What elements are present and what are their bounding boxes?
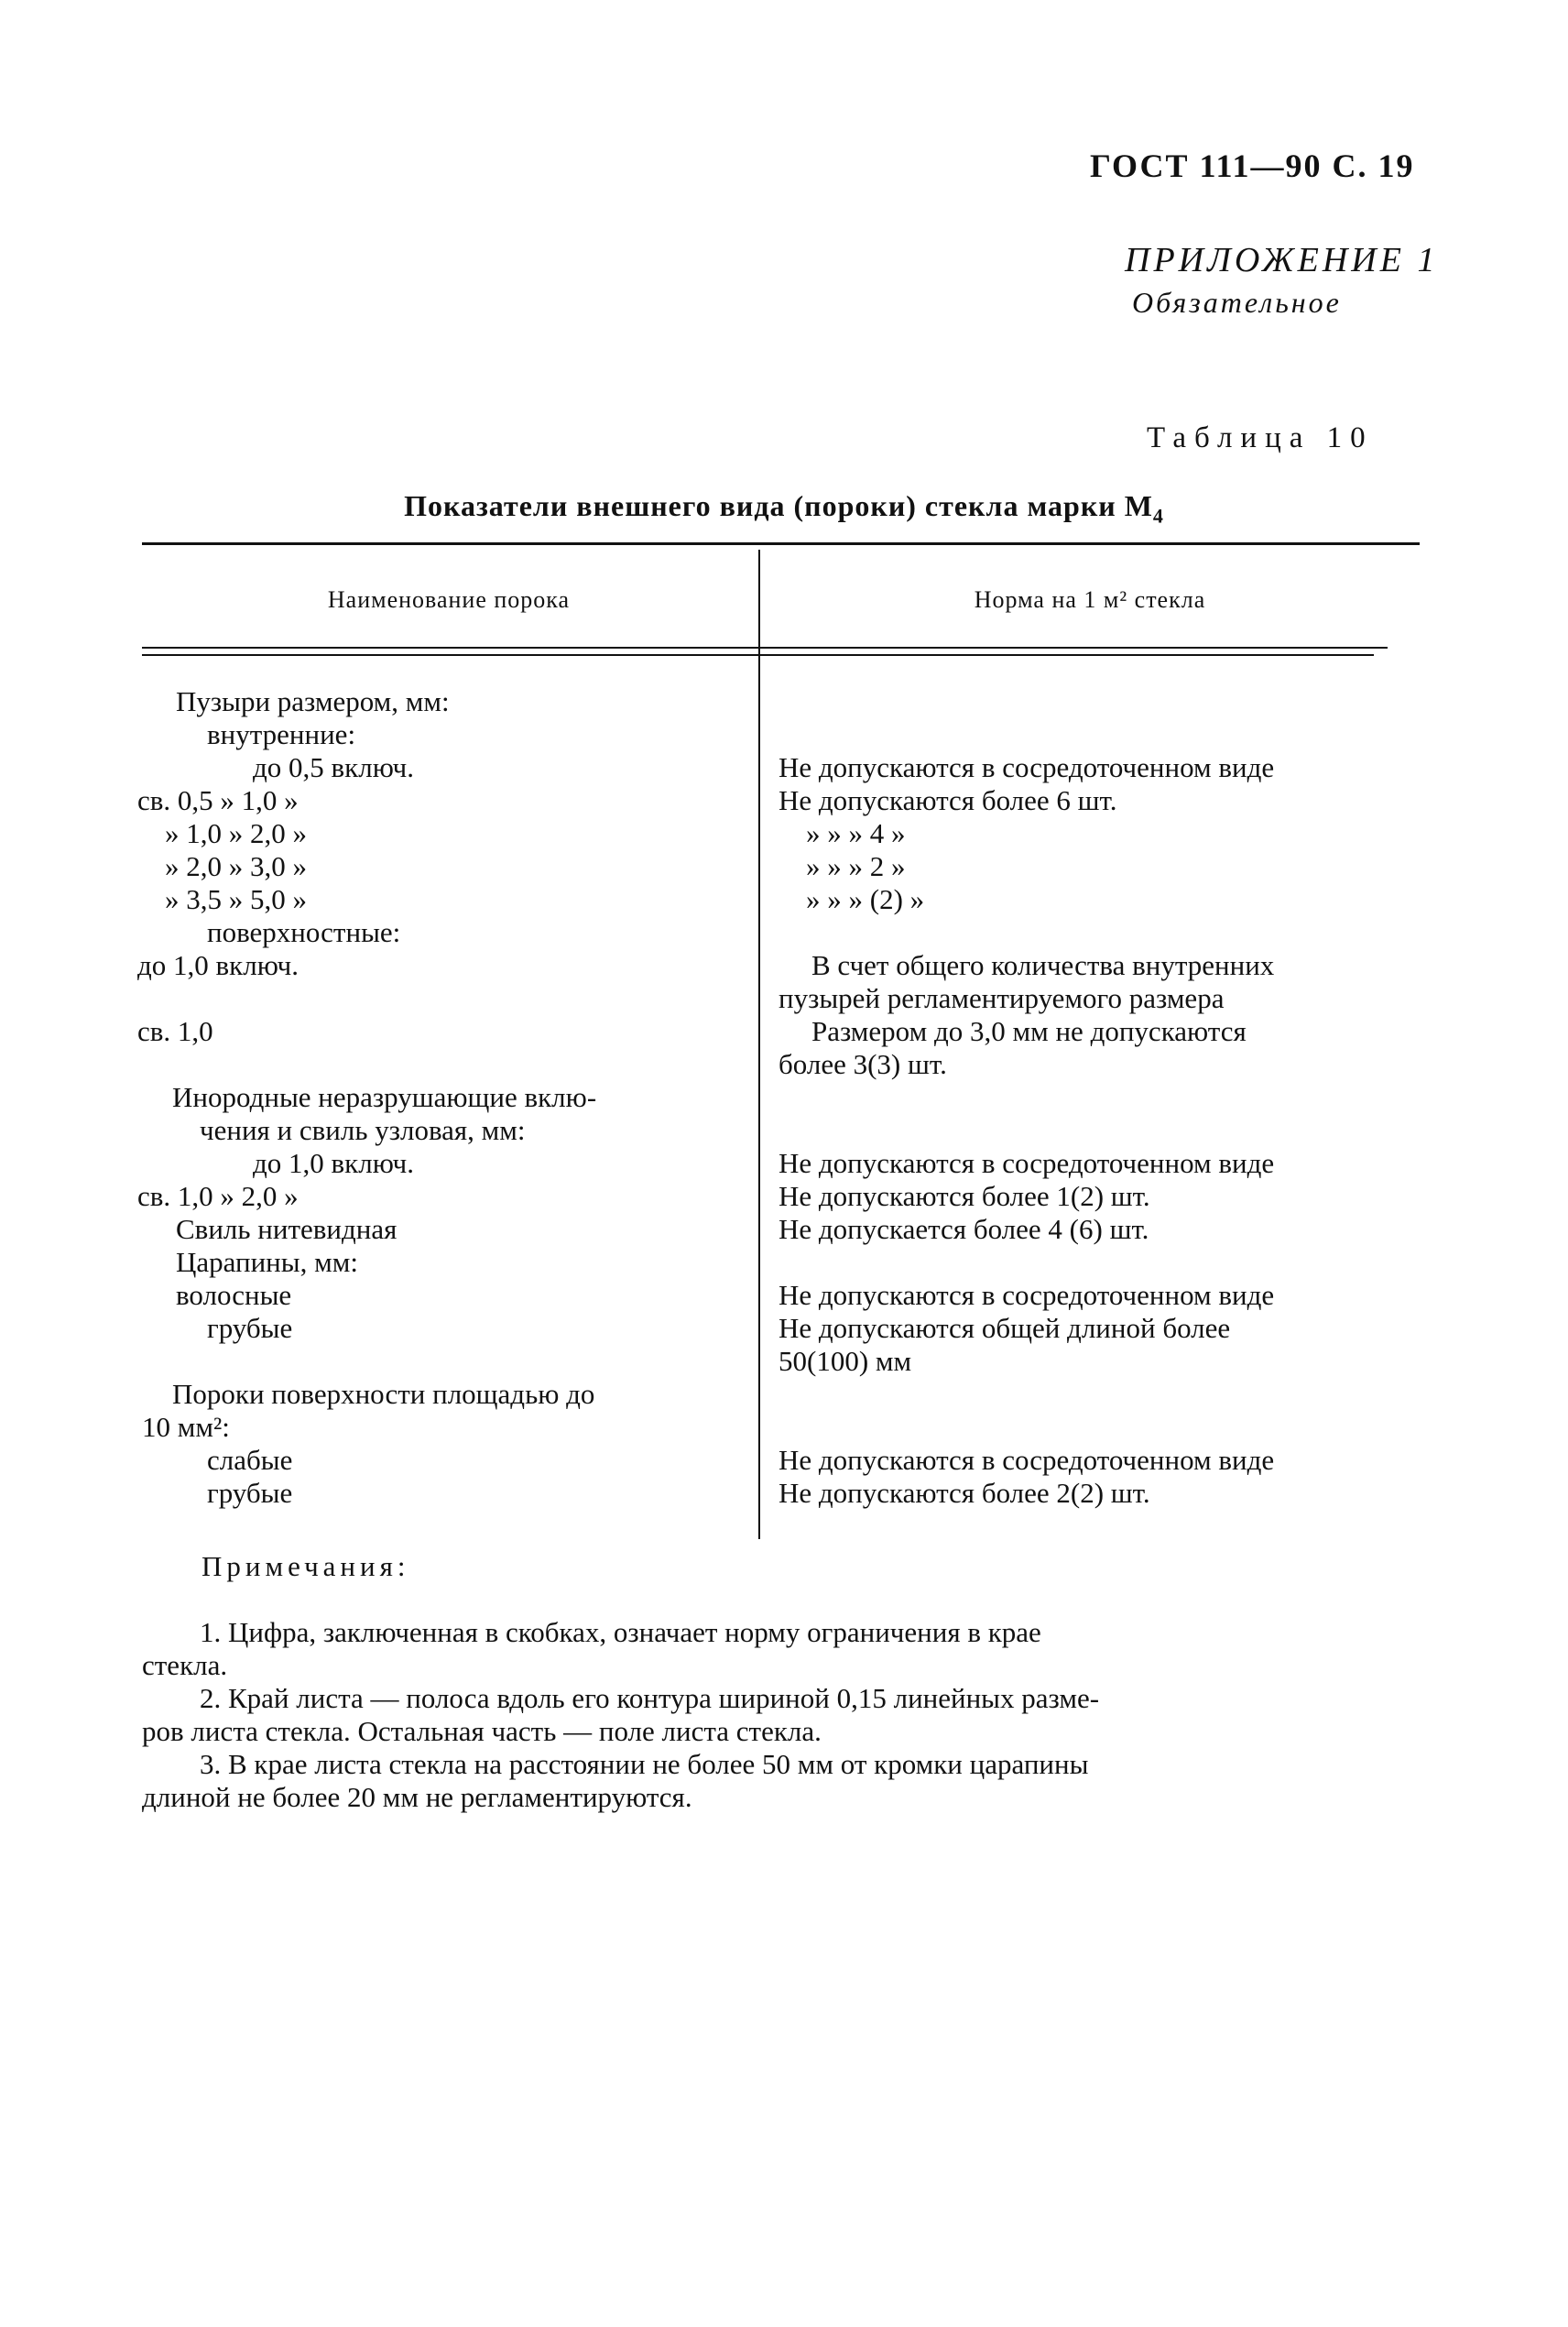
appendix-status: Обязательное [1132,286,1342,319]
note-line: 2. Край листа — полоса вдоль его контура шириной 0,15 линейных разме- [200,1682,1100,1714]
norm-line: 50(100) мм [779,1345,912,1377]
norm-line: » » » 4 » [806,817,906,849]
note-line: 1. Цифра, заключенная в скобках, означает норму ограничения в крае [200,1616,1041,1648]
defect-line: » 2,0 » 3,0 » [165,850,307,882]
table-top-rule [142,542,1420,545]
norm-line: Не допускаются в сосредоточенном виде [779,1444,1275,1476]
defect-line: до 1,0 включ. [253,1147,415,1179]
note-line: 3. В крае листа стекла на расстоянии не более 50 мм от кромки царапины [200,1748,1089,1780]
defect-line: Свиль нитевидная [176,1213,397,1245]
defect-line: » 3,5 » 5,0 » [165,883,307,915]
defect-line: Инородные неразрушающие вклю- [172,1081,597,1113]
norm-line: Размером до 3,0 мм не допускаются [811,1015,1247,1047]
norm-line: В счет общего количества внутренних [811,949,1275,981]
defect-line: 10 мм²: [142,1411,230,1443]
defect-line: до 0,5 включ. [253,751,415,783]
table-column-divider [758,550,760,1539]
column-header-norm: Норма на 1 м² стекла [974,586,1206,613]
norm-line: Не допускаются в сосредоточенном виде [779,1279,1275,1311]
table-header-rule-1 [142,647,1388,649]
norm-line: Не допускается более 4 (6) шт. [779,1213,1149,1245]
defect-line: поверхностные: [207,916,401,948]
norm-line: » » » (2) » [806,883,925,915]
defect-line: грубые [207,1312,293,1344]
note-line: длиной не более 20 мм не регламентируются. [142,1781,692,1813]
defect-line: внутренние: [207,718,356,750]
defect-line: слабые [207,1444,293,1476]
norm-line: Не допускаются общей длиной более [779,1312,1231,1344]
defect-line: волосные [176,1279,292,1311]
norm-line: Не допускаются в сосредоточенном виде [779,751,1275,783]
defect-line: до 1,0 включ. [137,949,299,981]
defect-line: Пузыри размером, мм: [176,685,450,717]
defect-line: чения и свиль узловая, мм: [200,1114,526,1146]
note-line: ров листа стекла. Остальная часть — поле листа стекла. [142,1715,822,1747]
notes-heading: Примечания: [201,1550,410,1582]
document-code: ГОСТ 111—90 С. 19 [1090,147,1415,184]
appendix-title: ПРИЛОЖЕНИЕ 1 [1125,241,1439,279]
defect-line: Пороки поверхности площадью до [172,1378,595,1410]
norm-line: Не допускаются в сосредоточенном виде [779,1147,1275,1179]
defect-line: св. 0,5 » 1,0 » [137,784,299,816]
table-number: Таблица 10 [1147,421,1374,454]
defect-line: св. 1,0 [137,1015,213,1047]
column-header-defect: Наименование порока [327,586,571,613]
table-title-subscript: 4 [1152,504,1164,528]
defect-line: св. 1,0 » 2,0 » [137,1180,299,1212]
note-line: стекла. [142,1649,228,1681]
defect-line: » 1,0 » 2,0 » [165,817,307,849]
defect-line: Царапины, мм: [176,1246,358,1278]
table-title-text: Показатели внешнего вида (пороки) стекла марки М [404,489,1153,522]
norm-line: Не допускаются более 2(2) шт. [779,1477,1150,1509]
norm-line: пузырей регламентируемого размера [779,982,1225,1014]
norm-line: Не допускаются более 6 шт. [779,784,1117,816]
defect-line: грубые [207,1477,293,1509]
norm-line: » » » 2 » [806,850,906,882]
table-title [0,489,1568,528]
norm-line: более 3(3) шт. [779,1048,947,1080]
norm-line: Не допускаются более 1(2) шт. [779,1180,1150,1212]
